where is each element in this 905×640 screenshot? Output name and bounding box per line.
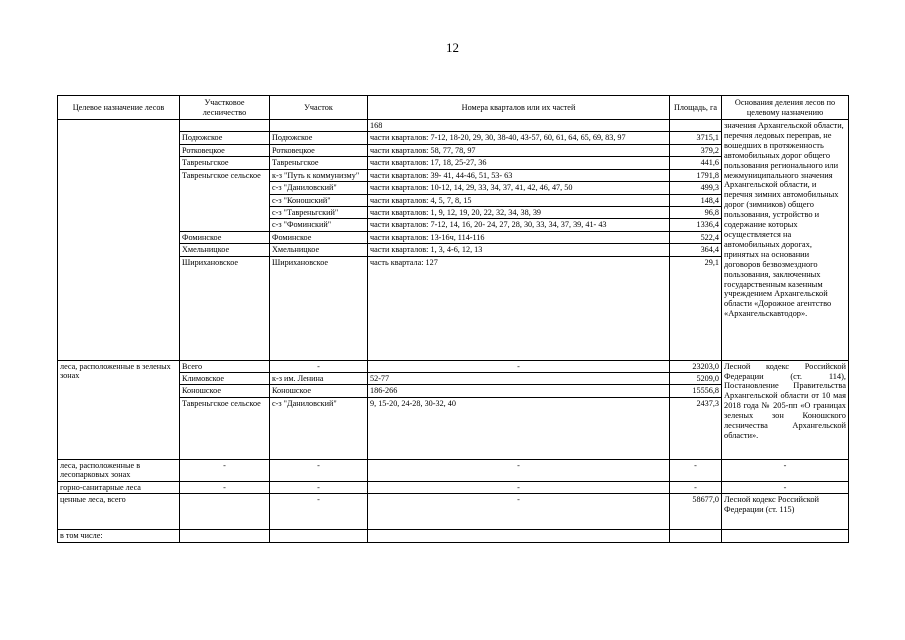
forestry-cell — [180, 120, 270, 132]
page-number: 12 — [446, 40, 459, 55]
quarters-cell: 186-266 — [368, 385, 670, 397]
plot-cell: Коношское — [270, 385, 368, 397]
plot-cell — [270, 530, 368, 542]
basis-cell: - — [722, 459, 849, 481]
basis-cell: - — [722, 481, 849, 493]
forestry-cell: Ротковецкое — [180, 144, 270, 156]
header-purpose: Целевое назначение лесов — [58, 96, 180, 120]
area-cell: 23203,0 — [670, 360, 722, 372]
purpose-cell — [58, 120, 180, 361]
area-cell: 58677,0 — [670, 494, 722, 530]
plot-cell: с-з "Даниловский" — [270, 397, 368, 459]
area-cell: - — [670, 481, 722, 493]
quarters-cell: 52-77 — [368, 373, 670, 385]
area-cell: 96,8 — [670, 206, 722, 218]
table-row — [58, 360, 849, 372]
area-cell: 522,4 — [670, 231, 722, 243]
plot-cell: с-з "Тавреньгский" — [270, 206, 368, 218]
quarters-cell: - — [368, 494, 670, 530]
table-row — [58, 120, 849, 132]
forestry-cell: Шириханoвское — [180, 256, 270, 360]
forestry-cell: Фоминское — [180, 231, 270, 243]
purpose-cell: леса, расположенные в зеленых зонах — [58, 360, 180, 459]
table-row — [58, 481, 849, 493]
quarters-cell: части кварталов: 1, 9, 12, 19, 20, 22, 32, 34, 38, 39 — [368, 206, 670, 218]
quarters-cell: часть квартала: 127 — [368, 256, 670, 360]
area-cell: 2437,3 — [670, 397, 722, 459]
quarters-cell: части кварталов: 1, 3, 4-6, 12, 13 — [368, 244, 670, 256]
plot-cell: с-з "Фоминский" — [270, 219, 368, 231]
plot-cell: Фоминское — [270, 231, 368, 243]
forestry-cell: Тавреньгское сельское — [180, 397, 270, 459]
plot-cell: с-з "Коношский" — [270, 194, 368, 206]
plot-cell — [270, 120, 368, 132]
quarters-cell: части кварталов: 7-12, 18-20, 29, 30, 38-40, 43-57, 60, 61, 64, 65, 69, 83, 97 — [368, 132, 670, 144]
area-cell: 379,2 — [670, 144, 722, 156]
basis-cell: значения Архангельской области, перечня ледовых переправ, не вошедших в протяженность автомобильных дорог общего пользования регионального или межмуниципального значения Архангельской области, и перечня зимних автомобильных дорог (зимников) общего пользования, устройство и содержание которых осуществляется на автомобильных дорогах, принятых на основании договоров безвозмездного пользования, заключенных государственным казенным учреждением Архангельской области «Дорожное агентство «Архангельскавтодор». — [722, 120, 849, 361]
plot-cell: с-з "Даниловский" — [270, 182, 368, 194]
plot-cell: Подюжское — [270, 132, 368, 144]
area-cell: 148,4 — [670, 194, 722, 206]
area-cell: 3715,1 — [670, 132, 722, 144]
area-cell: 364,4 — [670, 244, 722, 256]
quarters-cell: части кварталов: 17, 18, 25-27, 36 — [368, 157, 670, 169]
header-plot: Участок — [270, 96, 368, 120]
quarters-cell: - — [368, 459, 670, 481]
area-cell: 15556,8 — [670, 385, 722, 397]
purpose-cell: в том числе: — [58, 530, 180, 542]
quarters-cell: части кварталов: 58, 77, 78, 97 — [368, 144, 670, 156]
plot-cell: к-з "Путь к коммунизму" — [270, 169, 368, 181]
area-cell: 1336,4 — [670, 219, 722, 231]
forest-purpose-table — [57, 95, 849, 543]
quarters-cell: 168 — [368, 120, 670, 132]
quarters-cell: части кварталов: 10-12, 14, 29, 33, 34, 37, 41, 42, 46, 47, 50 — [368, 182, 670, 194]
basis-cell — [722, 530, 849, 542]
forestry-cell: Климовское — [180, 373, 270, 385]
forestry-cell: Подюжское — [180, 132, 270, 144]
plot-cell: Тавреньгское — [270, 157, 368, 169]
area-cell: 499,3 — [670, 182, 722, 194]
header-basis: Основания деления лесов по целевому назначению — [722, 96, 849, 120]
area-cell: 29,1 — [670, 256, 722, 360]
area-cell: 1791,8 — [670, 169, 722, 181]
plot-cell: Хмельницкое — [270, 244, 368, 256]
area-cell: 5209,0 — [670, 373, 722, 385]
forestry-cell: Хмельницкое — [180, 244, 270, 256]
area-cell: 441,6 — [670, 157, 722, 169]
purpose-cell: леса, расположенные в лесопарковых зонах — [58, 459, 180, 481]
forestry-cell — [180, 530, 270, 542]
purpose-cell: ценные леса, всего — [58, 494, 180, 530]
purpose-cell: горно-санитарные леса — [58, 481, 180, 493]
area-cell: - — [670, 459, 722, 481]
quarters-cell: части кварталов: 4, 5, 7, 8, 15 — [368, 194, 670, 206]
table-row — [58, 494, 849, 530]
plot-cell: Ротковецкое — [270, 144, 368, 156]
quarters-cell — [368, 530, 670, 542]
quarters-cell: - — [368, 360, 670, 372]
quarters-cell: 9, 15-20, 24-28, 30-32, 40 — [368, 397, 670, 459]
plot-cell: к-з им. Ленина — [270, 373, 368, 385]
area-cell — [670, 120, 722, 132]
forestry-cell: - — [180, 459, 270, 481]
plot-cell: - — [270, 360, 368, 372]
header-row — [58, 96, 849, 120]
forestry-cell — [180, 494, 270, 530]
plot-cell: - — [270, 459, 368, 481]
table-row — [58, 530, 849, 542]
quarters-cell: - — [368, 481, 670, 493]
table-row — [58, 459, 849, 481]
forestry-cell: - — [180, 481, 270, 493]
forestry-cell: Всего — [180, 360, 270, 372]
forestry-cell: Коношское — [180, 385, 270, 397]
quarters-cell: части кварталов: 13-16ч, 114-116 — [368, 231, 670, 243]
header-quarters: Номера кварталов или их частей — [368, 96, 670, 120]
forestry-cell: Тавреньгское — [180, 157, 270, 169]
forestry-cell: Тавреньгское сельское — [180, 169, 270, 231]
plot-cell: - — [270, 494, 368, 530]
basis-cell: Лесной кодекс Российской Федерации (ст. 115) — [722, 494, 849, 530]
header-forestry: Участковое лесничество — [180, 96, 270, 120]
header-area: Площадь, га — [670, 96, 722, 120]
quarters-cell: части кварталов: 7-12, 14, 16, 20- 24, 27, 28, 30, 33, 34, 37, 39, 41- 43 — [368, 219, 670, 231]
area-cell — [670, 530, 722, 542]
plot-cell: - — [270, 481, 368, 493]
quarters-cell: части кварталов: 39- 41, 44-46, 51, 53- 63 — [368, 169, 670, 181]
basis-cell: Лесной кодекс Российской Федерации (ст. 114), Постановление Правительства Архангельской области от 10 мая 2018 года № 205-пп «О границах зеленых зон Коношского лесничества Архангельской области». — [722, 360, 849, 459]
plot-cell: Шириханoвское — [270, 256, 368, 360]
